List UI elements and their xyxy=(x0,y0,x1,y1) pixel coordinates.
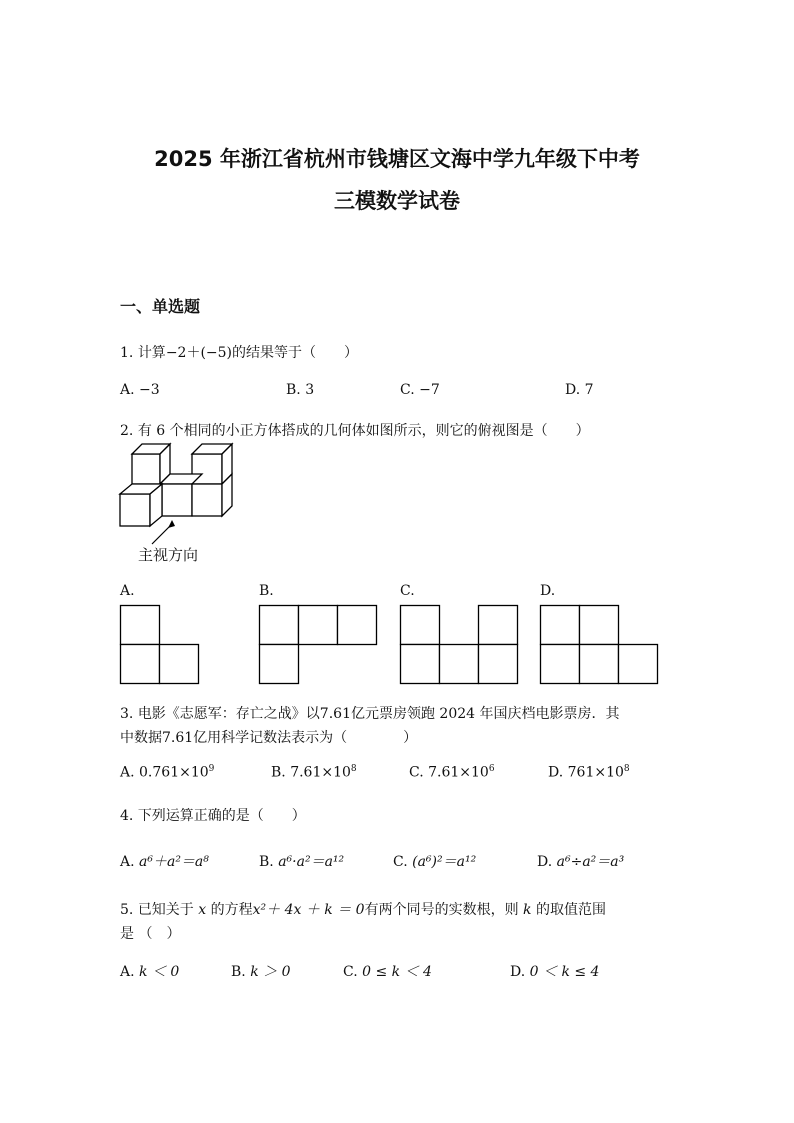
question-number: 3. xyxy=(120,706,134,722)
option-c[interactable] xyxy=(393,851,476,871)
question-text: 已知关于 xyxy=(137,902,194,918)
question-number: 5. xyxy=(120,902,134,918)
option-value: 0 ＜ k ≤ 4 xyxy=(529,964,600,980)
exponent: 9 xyxy=(208,764,215,774)
exponent: 8 xyxy=(350,764,357,774)
option-d-view[interactable] xyxy=(540,605,660,685)
page-title-line1: 2025 年浙江省杭州市钱塘区文海中学九年级下中考 xyxy=(154,147,640,171)
variable: k xyxy=(523,902,532,918)
option-value: 0 ≤ k ＜ 4 xyxy=(362,964,432,980)
figure-caption: 主视方向 xyxy=(138,546,199,564)
option-label: D. xyxy=(565,382,581,398)
equation: x²＋ 4x ＋ k ＝ 0 xyxy=(252,902,365,918)
option-value: 0.761×10 xyxy=(139,764,209,781)
cube-face xyxy=(162,484,192,516)
question-text: 有两个同号的实数根，则 xyxy=(364,902,519,918)
question-2 xyxy=(120,420,590,440)
option-label: B. xyxy=(271,764,286,781)
option-label: B. xyxy=(231,964,246,980)
question-number: 1. xyxy=(120,345,134,361)
option-label: A. xyxy=(120,854,135,870)
option-value: 761×10 xyxy=(567,764,624,781)
option-a[interactable] xyxy=(120,961,179,981)
option-value: 7 xyxy=(584,382,594,398)
option-label: C. xyxy=(343,964,358,980)
option-b[interactable] xyxy=(231,961,291,981)
option-label: C. xyxy=(409,764,424,781)
question-text: 电影《志愿军：存亡之战》以7.61亿元票房领跑 2024 年国庆档电影票房．其 xyxy=(137,706,620,722)
question-number: 4. xyxy=(120,808,134,824)
option-b[interactable] xyxy=(259,851,344,871)
question-text: 下列运算正确的是（ ） xyxy=(137,808,306,824)
cube-face xyxy=(192,484,222,516)
option-value: a⁶÷a²＝a³ xyxy=(556,854,625,870)
option-d[interactable] xyxy=(548,764,630,781)
exponent: 8 xyxy=(623,764,630,774)
question-text: 的结果等于（ ） xyxy=(232,345,359,361)
option-label: C. xyxy=(393,854,408,870)
option-value: 3 xyxy=(305,382,315,398)
option-label: D. xyxy=(548,764,564,781)
option-b[interactable] xyxy=(271,764,357,781)
option-b-label[interactable]: B. xyxy=(259,583,274,599)
question-number: 2. xyxy=(120,423,134,439)
option-label: A. xyxy=(120,964,135,980)
option-a[interactable] xyxy=(120,382,160,398)
option-d-label[interactable]: D. xyxy=(540,583,556,599)
option-value: (a⁶)²＝a¹² xyxy=(412,854,477,870)
question-text: 的方程 xyxy=(210,902,253,918)
option-a[interactable] xyxy=(120,851,209,871)
option-value: k ＞ 0 xyxy=(250,964,291,980)
option-b[interactable] xyxy=(286,382,314,398)
option-value: 7.61×10 xyxy=(428,764,489,781)
option-c-view[interactable] xyxy=(400,605,520,685)
question-5-line2: 是 （ ） xyxy=(120,926,181,942)
option-d[interactable] xyxy=(565,382,594,398)
question-text: 的取值范围 xyxy=(535,902,606,918)
option-a-view[interactable] xyxy=(120,605,200,685)
option-label: A. xyxy=(120,764,135,781)
option-value: −7 xyxy=(419,382,440,398)
page-title-line2: 三模数学试卷 xyxy=(334,189,460,213)
option-b-view[interactable] xyxy=(259,605,379,685)
exponent: 6 xyxy=(488,764,495,774)
option-a-label[interactable]: A. xyxy=(120,583,135,599)
question-3-line2: 中数据7.61亿用科学记数法表示为（ ） xyxy=(120,730,418,746)
option-c[interactable] xyxy=(409,764,495,781)
option-c-label[interactable]: C. xyxy=(400,583,415,599)
option-label: A. xyxy=(120,382,135,398)
option-value: k ＜ 0 xyxy=(139,964,180,980)
cube-face xyxy=(120,494,150,526)
math-expression: −2＋(−5) xyxy=(165,345,233,361)
option-d[interactable] xyxy=(510,961,599,981)
option-value: 7.61×10 xyxy=(290,764,351,781)
question-3 xyxy=(120,703,620,723)
option-value: a⁶·a²＝a¹² xyxy=(278,854,345,870)
option-a[interactable] xyxy=(120,764,214,781)
section-heading: 一、单选题 xyxy=(120,297,201,316)
question-1 xyxy=(120,342,358,362)
question-4 xyxy=(120,805,306,825)
cube-stack-figure xyxy=(118,440,238,540)
option-label: B. xyxy=(259,854,274,870)
option-value: a⁶＋a²＝a⁸ xyxy=(139,854,209,870)
option-value: −3 xyxy=(139,382,160,398)
option-d[interactable] xyxy=(537,851,624,871)
option-label: D. xyxy=(510,964,526,980)
option-label: D. xyxy=(537,854,553,870)
question-text: 计算 xyxy=(137,345,166,361)
option-label: B. xyxy=(286,382,301,398)
question-5 xyxy=(120,899,606,919)
variable: x xyxy=(198,902,207,918)
option-label: C. xyxy=(400,382,415,398)
option-c[interactable] xyxy=(343,961,432,981)
cube-face xyxy=(132,454,160,484)
question-text: 有 6 个相同的小正方体搭成的几何体如图所示，则它的俯视图是（ ） xyxy=(137,423,590,439)
option-c[interactable] xyxy=(400,382,440,398)
arrow-head-icon xyxy=(168,520,175,528)
